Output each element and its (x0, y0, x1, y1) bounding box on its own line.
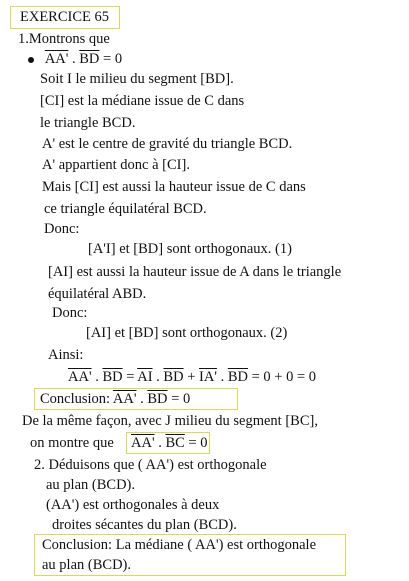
text-line: [A'I] et [BD] sont orthogonaux. (1) (88, 241, 292, 257)
eq-vector: $\overline{BD}$ (227, 369, 248, 385)
text-line: [AI] et [BD] sont orthogonaux. (2) (86, 325, 288, 341)
conclusion-label: Conclusion: (40, 391, 111, 407)
eq-tail: = 0 + 0 = 0 (251, 369, 317, 385)
text-line: Mais [CI] est aussi la hauteur issue de C dans (42, 179, 306, 195)
goal-line: AA' . $\overline{BD} = 0$ (28, 50, 122, 68)
text-line: [AI] est aussi la hauteur issue de A dans le triangle (48, 264, 342, 280)
part1-heading: 1.Montrons que (18, 31, 110, 47)
text-line: Soit I le milieu du segment [BD]. (40, 71, 234, 87)
eq-vector: AA' (131, 435, 155, 451)
text-line: droites sécantes du plan (BCD). (52, 517, 237, 533)
eq-vector: IA' (199, 369, 217, 385)
text-line: Ainsi: (48, 347, 84, 363)
conclusion-rhs: = 0 (171, 391, 191, 407)
equation-line: AA' . $\overline{BD} = \overline{AI}$ . $\overline{BD} + IA'$ . $\overline{BD} = 0 + 0 = 0$ (68, 369, 317, 385)
goal-rhs: = 0 (103, 51, 123, 67)
eq-vector: AA' (112, 391, 137, 407)
text-line: [CI] est la médiane issue de C dans (40, 93, 245, 109)
eq-vector: $\overline{AI}$ (137, 369, 153, 385)
text-line: A' appartient donc à [CI]. (42, 157, 190, 173)
show-line (30, 434, 114, 452)
conclusion-1: Conclusion: AA' . $\overline{BD} = 0$ (40, 391, 191, 407)
conclusion-2-line-1: Conclusion: La médiane ( AA') est orthogonale (42, 537, 317, 553)
vector-bd: $\overline{BD}$ (79, 51, 100, 67)
text-line: A' est le centre de gravité du triangle BCD. (42, 136, 293, 152)
similar-line: De la même façon, avec J milieu du segment [BC], (22, 413, 318, 429)
eq-vector: $\overline{BD}$ (163, 369, 184, 385)
eq-vector: $\overline{BD}$ (102, 369, 123, 385)
text-line: Donc: (44, 221, 80, 237)
text-line: Donc: (52, 305, 88, 321)
show-prefix: on montre que (30, 435, 114, 451)
eq-vector: AA' (68, 369, 92, 385)
conclusion-2-line-2: au plan (BCD). (42, 557, 131, 573)
part2-heading: 2. Déduisons que ( AA') est orthogonale (34, 457, 267, 473)
text-line: le triangle BCD. (40, 115, 136, 131)
eq-vector: $\overline{BC}$ (165, 435, 185, 451)
show-rhs: = 0 (188, 435, 208, 451)
vector-aa: AA' (44, 51, 69, 67)
text-line: ce triangle équilatéral BCD. (44, 201, 207, 217)
text-line: équilatéral ABD. (48, 286, 147, 302)
text-line: au plan (BCD). (46, 477, 135, 493)
exercise-title: EXERCICE 65 (20, 9, 110, 25)
show-expression: AA' . $\overline{BC} = 0$ (131, 435, 208, 451)
eq-vector: $\overline{BD}$ (147, 391, 168, 407)
text-line: (AA') est orthogonales à deux (46, 497, 220, 513)
bullet-icon (28, 57, 34, 63)
